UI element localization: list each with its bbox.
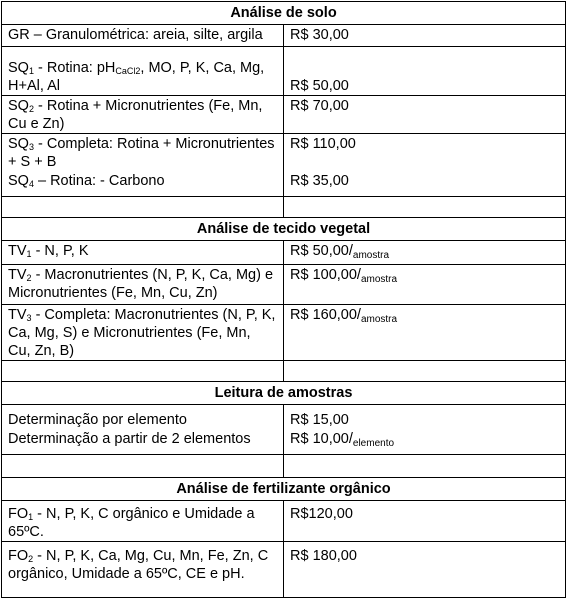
name-part: - N, P, K: [31, 243, 89, 259]
table-row: [2, 25, 566, 47]
blank-row: [2, 455, 566, 478]
row-name: [2, 134, 284, 172]
name-part: - Macronutrientes (N, P, K, Ca, Mg) e Micronutrientes (Fe, Mn, Cu, Zn): [8, 267, 274, 301]
table-row: [2, 305, 566, 361]
row-price: R$ 50,00: [284, 47, 566, 96]
blank-row: [2, 361, 566, 382]
section-header-row: [2, 2, 566, 25]
row-name: [2, 501, 284, 542]
table-row: [2, 171, 566, 197]
row-price: R$ 110,00: [284, 134, 566, 172]
code: TV: [8, 267, 27, 283]
table-row: [2, 241, 566, 265]
section-header-row: [2, 382, 566, 405]
row-name: [2, 542, 284, 598]
section-title-solo: Análise de solo: [2, 2, 566, 25]
name-part: - Rotina + Micronutrientes (Fe, Mn, Cu e Zn): [8, 98, 263, 132]
row-price: R$ $50,00/_{amostra}$: [284, 241, 566, 265]
row-name: [2, 96, 284, 134]
row-price: R$ 30,00: [284, 25, 566, 47]
name-part: - N, P, K, Ca, Mg, Cu, Mn, Fe, Zn, C orgânico, Umidade a 65ºC, CE e pH.: [8, 548, 269, 582]
code-subscript: 1: [28, 66, 34, 76]
code-subscript: 4: [28, 179, 34, 189]
table-row: [2, 405, 566, 430]
code: TV: [8, 307, 27, 323]
row-price: R$ 15,00: [284, 405, 566, 430]
code-subscript: 1: [26, 249, 32, 259]
section-title-leitura: Leitura de amostras: [2, 382, 566, 405]
row-price: R$ $100,00/_{amostra}$: [284, 265, 566, 305]
row-name: [2, 241, 284, 265]
section-header-row: [2, 478, 566, 501]
name-part: , MO, P, K, Ca, Mg, H+Al, Al: [8, 60, 265, 94]
code-subscript: 2: [26, 273, 32, 283]
row-price: R$ $160,00/_{amostra}$: [284, 305, 566, 361]
row-price: R$120,00: [284, 501, 566, 542]
price-unit: amostra: [360, 314, 398, 325]
name-part: – Rotina: - Carbono: [33, 173, 165, 189]
code: FO: [8, 548, 29, 564]
row-name: [2, 265, 284, 305]
price-unit: amostra: [352, 250, 390, 261]
name-part: - Completa: Macronutrientes (N, P, K, Ca, Mg, S) e Micronutrientes (Fe, Mn, Cu, Zn, B): [8, 307, 276, 359]
price-table: [1, 1, 566, 598]
code-subscript: 1: [28, 512, 34, 522]
row-price: R$ $10,00/_{elemento}$: [284, 429, 566, 455]
section-title-tecido: Análise de tecido vegetal: [2, 218, 566, 241]
table-row: [2, 265, 566, 305]
code: SQ: [8, 98, 29, 114]
row-price: R$ 70,00: [284, 96, 566, 134]
price-unit: amostra: [360, 274, 398, 285]
row-name: Determinação a partir de 2 elementos: [2, 429, 284, 455]
blank-row: [2, 197, 566, 218]
code: SQ: [8, 136, 29, 152]
code: FO: [8, 506, 29, 522]
table-row: [2, 501, 566, 542]
table-row: [2, 429, 566, 455]
row-name: GR – Granulométrica: areia, silte, argila: [2, 25, 284, 47]
code-subscript: 3: [26, 313, 32, 323]
row-price: R$ 180,00: [284, 542, 566, 598]
name-part: - Completa: Rotina + Micronutrientes + S + B: [8, 136, 275, 170]
row-name: Determinação por elemento: [2, 405, 284, 430]
name-part: - N, P, K, C orgânico e Umidade a 65ºC.: [8, 506, 255, 540]
code-subscript: 3: [28, 142, 34, 152]
row-price: R$ 35,00: [284, 171, 566, 197]
row-name: [2, 171, 284, 197]
row-name: [2, 305, 284, 361]
table-row: [2, 542, 566, 598]
code: TV: [8, 243, 27, 259]
name-subscript: CaCl2: [115, 66, 141, 76]
code-subscript: 2: [28, 104, 34, 114]
code: SQ: [8, 173, 29, 189]
table-row: [2, 96, 566, 134]
code: SQ: [8, 60, 29, 76]
section-title-fertilizante: Análise de fertilizante orgânico: [2, 478, 566, 501]
section-header-row: [2, 218, 566, 241]
name-part: - Rotina: pH: [33, 60, 116, 76]
code-subscript: 2: [28, 554, 34, 564]
row-name: [2, 47, 284, 96]
table-row: [2, 134, 566, 172]
price-unit: elemento: [352, 438, 395, 449]
table-row: [2, 47, 566, 96]
